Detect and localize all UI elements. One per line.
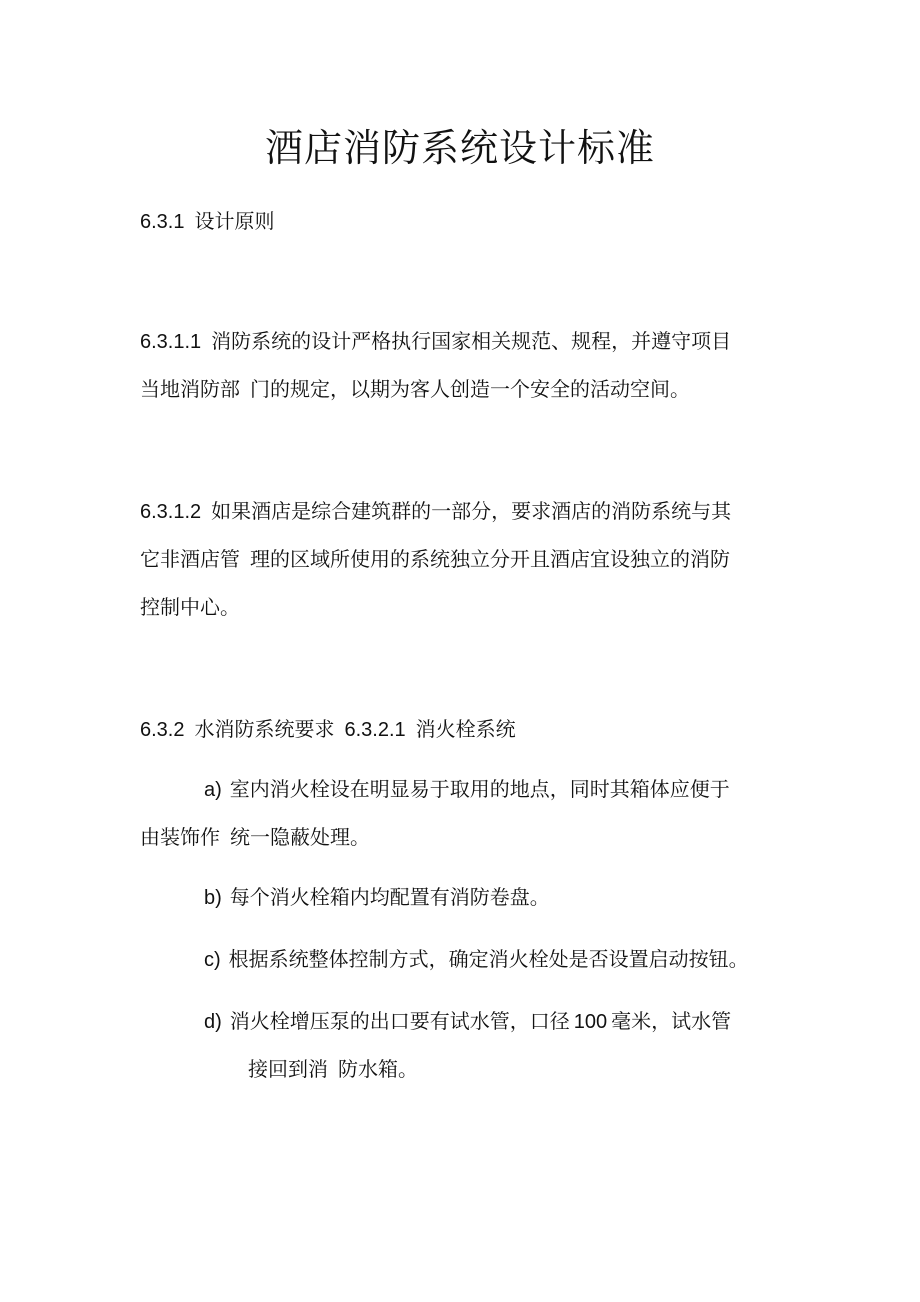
document-title: 酒店消防系统设计标准 bbox=[264, 126, 655, 170]
list-item-b bbox=[204, 882, 550, 913]
paragraph-text: 如果酒店是综合建筑群的一部分，要求酒店的消防系统与其 bbox=[211, 499, 732, 523]
paragraph-6-3-1-2-line-1 bbox=[140, 496, 731, 527]
section-heading-6-3-1 bbox=[140, 206, 274, 237]
section-heading-6-3-2 bbox=[140, 714, 516, 745]
list-item-text: 消火栓增压泵的出口要有试水管，口径 bbox=[229, 1009, 570, 1033]
list-item-d-line-2 bbox=[248, 1054, 418, 1084]
list-item-d-line-1 bbox=[204, 1006, 731, 1037]
list-item-text: 毫米，试水管 bbox=[611, 1009, 732, 1033]
paragraph-6-3-1-2-line-3 bbox=[140, 592, 240, 622]
subsection-title: 消火栓系统 bbox=[415, 717, 516, 741]
paragraph-text: 理的区域所使用的系统独立分开且酒店宜设独立的消防 bbox=[250, 547, 730, 571]
list-item-a-line-1 bbox=[204, 774, 730, 805]
section-title: 设计原则 bbox=[194, 209, 275, 233]
list-item-number: 100 bbox=[573, 1011, 608, 1033]
list-item-text: 由装饰作 bbox=[140, 825, 220, 849]
section-number: 6.3.2 bbox=[140, 719, 185, 741]
list-item-text: 接回到消 bbox=[248, 1057, 328, 1081]
list-item-c bbox=[204, 944, 749, 975]
paragraph-text: 当地消防部 bbox=[140, 377, 240, 401]
paragraph-text: 消防系统的设计严格执行国家相关规范、规程，并遵守项目 bbox=[211, 329, 732, 353]
list-item-label: d) bbox=[204, 1011, 222, 1033]
section-title: 水消防系统要求 bbox=[194, 717, 335, 741]
paragraph-number: 6.3.1.2 bbox=[140, 501, 202, 523]
paragraph-text: 控制中心。 bbox=[140, 595, 240, 619]
paragraph-6-3-1-1-line-1 bbox=[140, 326, 731, 357]
list-item-label: b) bbox=[204, 887, 222, 909]
list-item-label: a) bbox=[204, 779, 222, 801]
list-item-text: 根据系统整体控制方式，确定消火栓处是否设置启动按钮。 bbox=[228, 947, 749, 971]
list-item-text: 每个消火栓箱内均配置有消防卷盘。 bbox=[229, 885, 550, 909]
paragraph-text: 它非酒店管 bbox=[140, 547, 240, 571]
list-item-label: c) bbox=[204, 949, 221, 971]
list-item-text: 统一隐蔽处理。 bbox=[230, 825, 370, 849]
paragraph-number: 6.3.1.1 bbox=[140, 331, 202, 353]
subsection-number: 6.3.2.1 bbox=[344, 719, 406, 741]
list-item-text: 室内消火栓设在明显易于取用的地点，同时其箱体应便于 bbox=[229, 777, 730, 801]
paragraph-text: 门的规定，以期为客人创造一个安全的活动空间。 bbox=[250, 377, 690, 401]
paragraph-6-3-1-2-line-2 bbox=[140, 544, 730, 574]
section-number: 6.3.1 bbox=[140, 211, 185, 233]
list-item-a-line-2 bbox=[140, 822, 370, 852]
paragraph-6-3-1-1-line-2 bbox=[140, 374, 690, 404]
list-item-text: 防水箱。 bbox=[338, 1057, 418, 1081]
